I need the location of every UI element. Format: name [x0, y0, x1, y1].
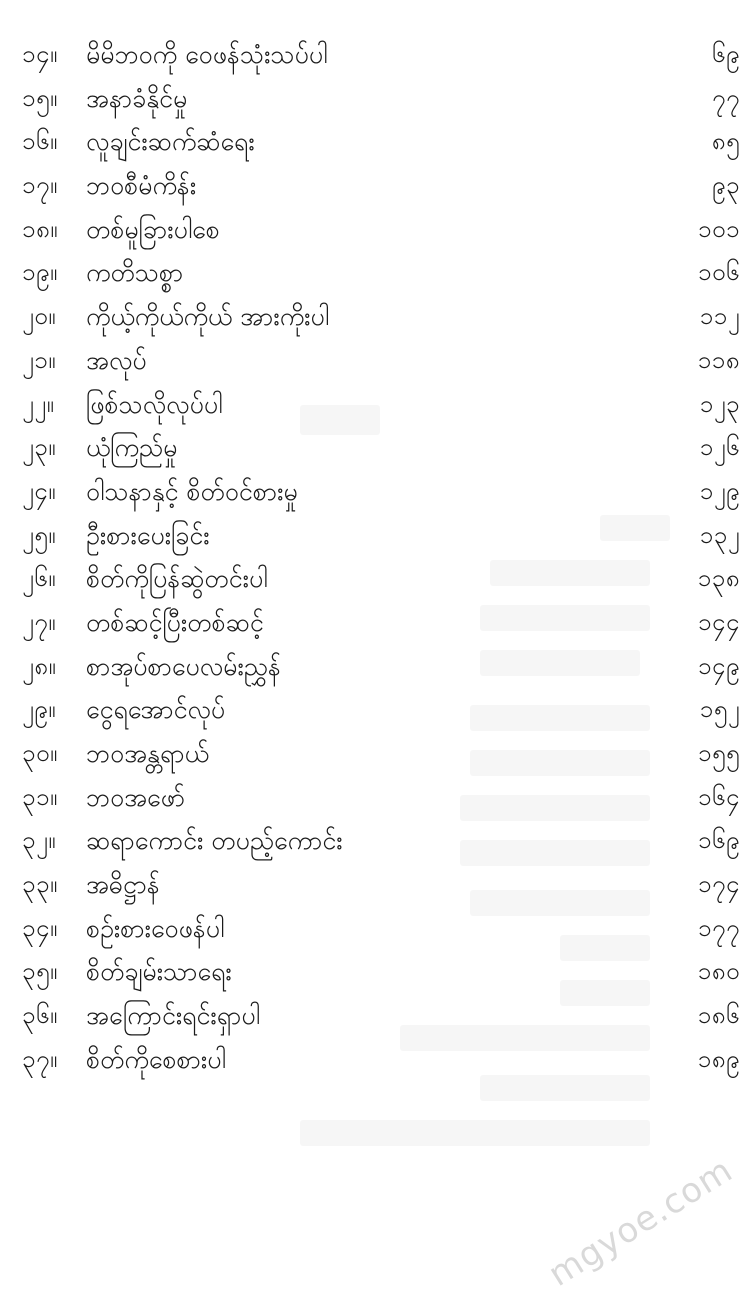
toc-entry [22, 557, 740, 601]
chapter-number: ၃၆။ [22, 1001, 58, 1030]
chapter-number: ၂၆။ [22, 564, 57, 593]
chapter-number: ၂၅။ [22, 520, 57, 549]
page-number: ၁၄၉ [698, 651, 740, 680]
chapter-title: ကိုယ့်ကိုယ်ကိုယ် အားကိုးပါ [86, 302, 330, 332]
page-number: ၁၄၄ [698, 607, 740, 636]
page-number: ၁၆၉ [698, 826, 740, 855]
page-number: ၁၂၉ [699, 476, 740, 505]
chapter-title: ငွေရအောင်လုပ် [86, 695, 226, 725]
page-number: ၆၉ [712, 40, 740, 68]
chapter-title: အနာခံနိုင်မှု [86, 83, 188, 113]
chapter-number: ၃၅။ [22, 957, 58, 986]
chapter-number: ၁၈။ [22, 214, 58, 243]
chapter-title: အဓိဋ္ဌာန် [86, 870, 160, 900]
toc-entry [22, 514, 740, 558]
toc-entry [22, 863, 740, 907]
toc-entry [22, 339, 740, 383]
chapter-title: စဉ်းစားဝေဖန်ပါ [86, 913, 225, 943]
chapter-number: ၁၄။ [22, 40, 58, 68]
page-number: ၁၈၆ [697, 1001, 740, 1030]
chapter-number: ၃၂။ [22, 826, 57, 855]
toc-entry [22, 994, 740, 1038]
page-number: ၁၁၂ [699, 302, 740, 331]
toc-entry [22, 470, 740, 514]
toc-entry [22, 251, 740, 295]
chapter-title: ဘဝအဖော် [86, 782, 186, 812]
chapter-title: စာအုပ်စာပေလမ်းညွှန် [86, 651, 281, 681]
toc-entry [22, 426, 740, 470]
page-number: ၉၃ [712, 171, 740, 200]
chapter-number: ၃၀။ [22, 739, 58, 767]
chapter-number: ၂၉။ [22, 695, 57, 724]
chapter-title: စိတ်ချမ်းသာရေး [86, 957, 232, 987]
toc-entry [22, 33, 740, 77]
page-number: ၁၅၅ [698, 739, 740, 767]
chapter-title: ကတိသစ္စာ [86, 258, 184, 288]
toc-entry [22, 819, 740, 863]
chapter-number: ၂၈။ [22, 651, 57, 680]
chapter-title: ဘဝစီမံကိန်း [86, 171, 197, 201]
chapter-title: ဦးစားပေးခြင်း [86, 520, 210, 550]
chapter-number: ၂၀။ [22, 302, 57, 331]
chapter-number: ၁၇။ [22, 171, 58, 200]
page-number: ၁၈၀ [697, 957, 740, 986]
toc-entry [22, 383, 740, 427]
chapter-title: အလုပ် [86, 345, 147, 375]
chapter-number: ၃၄။ [22, 913, 58, 942]
page-number: ၁၇၄ [698, 870, 740, 899]
toc-entry [22, 295, 740, 339]
toc-entry [22, 601, 740, 645]
chapter-number: ၁၅။ [22, 83, 58, 112]
page-number: ၇၇ [712, 83, 740, 112]
chapter-title: ဘဝအန္တရာယ် [86, 739, 209, 768]
toc-entry [22, 907, 740, 951]
chapter-title: ဆရာကောင်း တပည့်ကောင်း [86, 826, 343, 856]
page-number: ၁၂၆ [699, 433, 740, 462]
chapter-title: တစ်မူခြားပါစေ [86, 214, 220, 244]
chapter-title: ဖြစ်သလိုလုပ်ပါ [86, 389, 223, 419]
chapter-number: ၂၇။ [22, 607, 57, 636]
page-number: ၁၆၄ [698, 782, 740, 811]
chapter-title: ဝါသနာနှင့် စိတ်ဝင်စားမှု [86, 476, 298, 506]
page-number: ၁၅၂ [699, 695, 740, 724]
watermark: mgyoe.com [541, 1150, 740, 1295]
toc-entry [22, 208, 740, 252]
chapter-title: ယုံကြည်မှု [86, 433, 178, 463]
chapter-title: စိတ်ကိုပြန်ဆွဲတင်းပါ [86, 564, 268, 594]
page-number: ၁၂၃ [699, 389, 740, 418]
page-number: ၁၀၆ [698, 258, 740, 287]
page-number: ၁၃၈ [697, 564, 740, 593]
page-number: ၁၁၈ [697, 345, 740, 374]
chapter-number: ၂၂။ [22, 389, 55, 418]
chapter-number: ၂၁။ [22, 345, 57, 374]
toc-entry [22, 645, 740, 689]
chapter-number: ၃၇။ [22, 1044, 58, 1073]
toc-entry [22, 77, 740, 121]
toc-entry [22, 688, 740, 732]
toc-entry [22, 950, 740, 994]
page-number: ၁၃၂ [699, 520, 740, 549]
table-of-contents [22, 33, 740, 1082]
chapter-title: စိတ်ကိုစေစားပါ [86, 1044, 226, 1074]
toc-entry [22, 120, 740, 164]
toc-entry [22, 1038, 740, 1082]
chapter-title: အကြောင်းရင်းရှာပါ [86, 1001, 260, 1031]
page-number: ၁၈၉ [697, 1044, 740, 1073]
chapter-title: တစ်ဆင့်ပြီးတစ်ဆင့် [86, 607, 264, 637]
chapter-number: ၂၄။ [22, 476, 57, 505]
toc-entry [22, 732, 740, 776]
page-number: ၁၀၁ [698, 214, 740, 243]
page-number: ၁၇၇ [698, 913, 740, 942]
page-number: ၈၅ [711, 127, 740, 156]
chapter-title: လူချင်းဆက်ဆံရေး [86, 127, 255, 157]
toc-entry [22, 164, 740, 208]
chapter-number: ၃၁။ [22, 782, 58, 811]
toc-entry [22, 776, 740, 820]
chapter-number: ၁၉။ [22, 258, 58, 287]
chapter-number: ၂၃။ [22, 433, 57, 462]
chapter-title: မိမိဘဝကို ဝေဖန်သုံးသပ်ပါ [86, 40, 328, 69]
chapter-number: ၃၃။ [22, 870, 58, 899]
chapter-number: ၁၆။ [22, 127, 58, 156]
